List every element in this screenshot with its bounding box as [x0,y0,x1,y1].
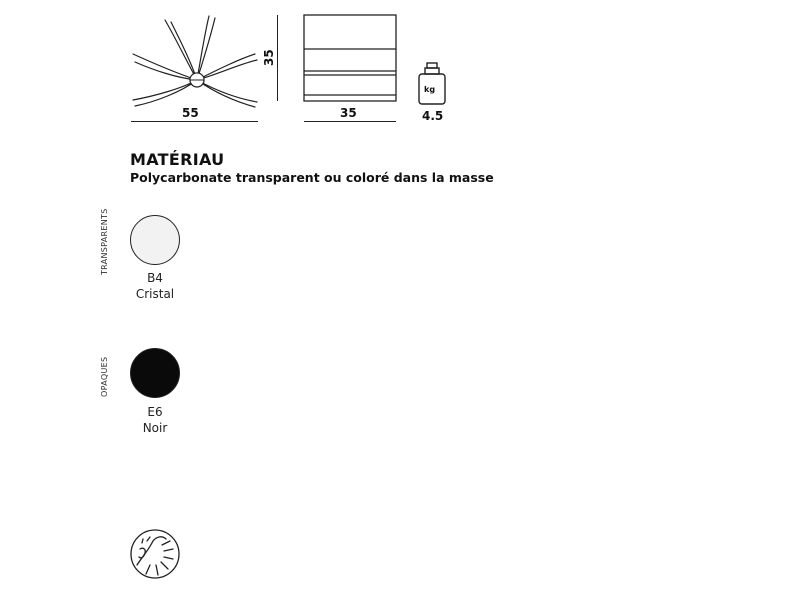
material-description: Polycarbonate transparent ou coloré dans la masse [130,170,494,185]
width-dimension-line [131,121,258,122]
height-dimension-line [277,15,278,101]
swatch-code: E6 [147,405,163,419]
weight-icon [417,62,447,106]
weight-value: 4.5 [422,109,444,123]
material-title: MATÉRIAU [130,150,225,169]
top-view-drawing [125,12,265,112]
depth-dimension-line [304,121,396,122]
weather-resistant-icon [128,527,182,581]
weight-unit: kg [424,85,436,94]
group-label-transparents: TRANSPARENTS [100,208,109,275]
depth-dimension-label: 35 [340,106,357,120]
group-label-opaques: OPAQUES [100,356,109,397]
side-view-drawing [302,13,398,103]
width-dimension-label: 55 [182,106,199,120]
swatch-name: Cristal [135,287,175,301]
swatch-code: B4 [147,271,163,285]
swatch-cristal [130,215,180,265]
swatch-noir [130,348,180,398]
swatch-name: Noir [142,421,168,435]
height-dimension-label: 35 [262,49,276,66]
